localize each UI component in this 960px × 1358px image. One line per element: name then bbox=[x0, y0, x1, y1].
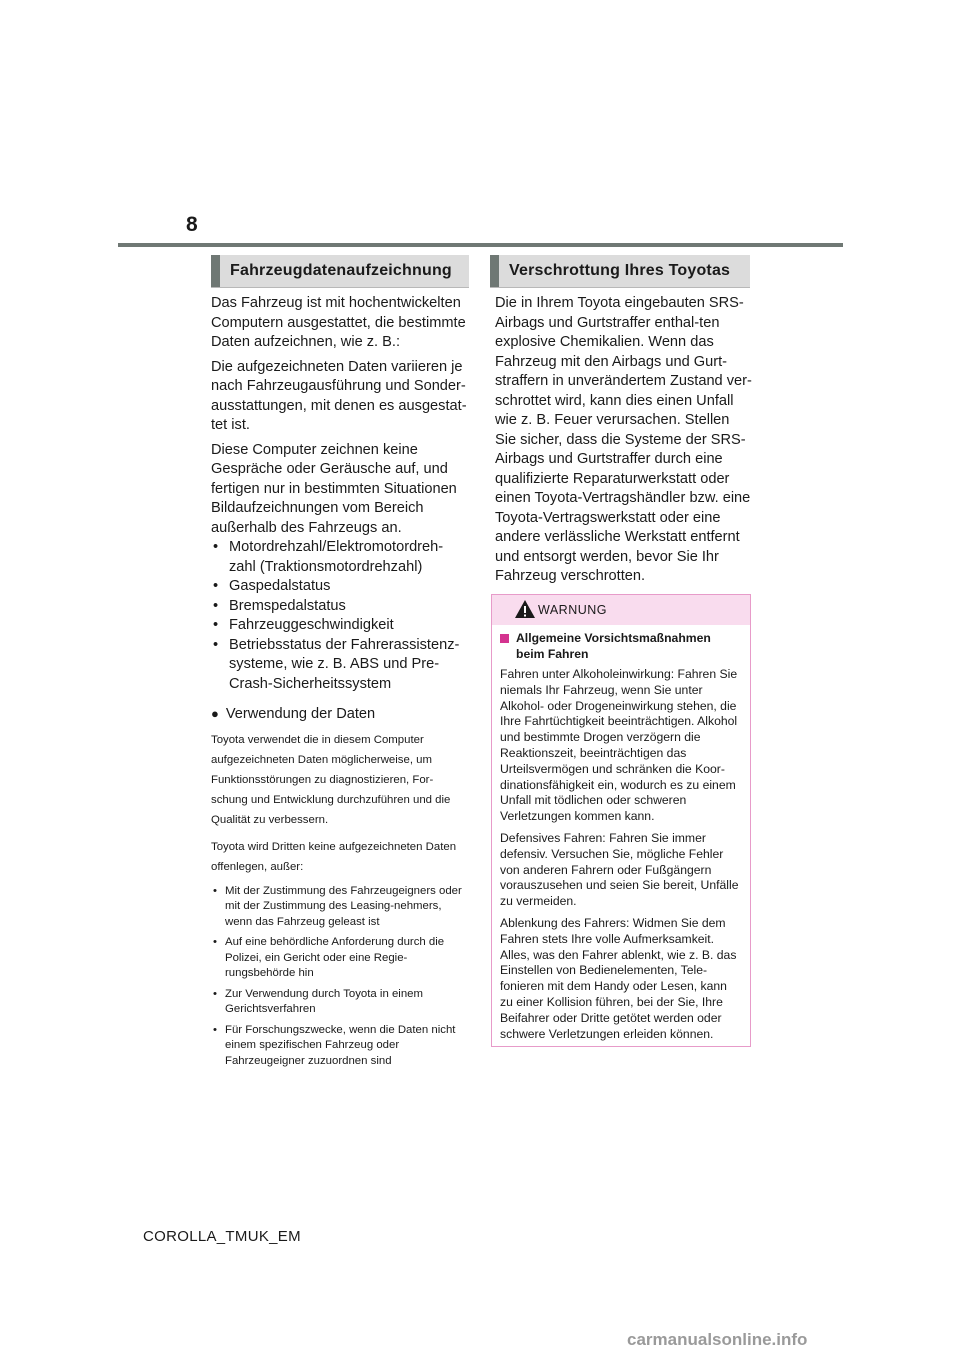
list-item: • Auf eine behördliche Anforderung durch die Polizei, ein Gericht oder eine Regie-rungsbehörde hin bbox=[213, 936, 445, 979]
warning-box bbox=[491, 594, 751, 1047]
warning-paragraph: Fahren unter Alkoholeinwirkung: Fahren Sie niemals Ihr Fahrzeug, wenn Sie unter Alkohol- oder Drogeneinwirkung stehen, die Ihre Fahrtüchtigkeit beeinträchtigen. Alkohol und bestimmte Drogen verzögern die Reaktionszeit, beeinträchtigen das Urteilsvermögen und schränken die Koor-dinationsfähigkeit ein, wodurch es zu einem Unfall mit tödlichen oder schweren Verletzungen kommen kann. bbox=[500, 667, 738, 824]
warning-title: Allgemeine Vorsichtsmaßnahmen beim Fahren bbox=[500, 631, 742, 662]
list-item: • Gaspedalstatus bbox=[213, 578, 331, 594]
paragraph: Das Fahrzeug ist mit hochentwickelten Computern ausgestattet, die bestimmte Daten aufzeichnen, wie z. B.: bbox=[211, 295, 466, 350]
list-item: • Bremspedalstatus bbox=[213, 597, 346, 614]
small-paragraph: Toyota wird Dritten keine aufgezeichneten Daten offenlegen, außer: bbox=[211, 840, 457, 873]
warning-body bbox=[492, 625, 750, 1042]
warning-paragraph: Ablenkung des Fahrers: Widmen Sie dem Fahren stets Ihre volle Aufmerksamkeit. Alles, was den Fahrer ablenkt, wie z. B. das Einstellen von Bedienelementen, Tele-fonieren mit dem Handy oder Lesen, kann zu einer Kollision führen, bei der Sie, Ihre Beifahrer oder Dritte getötet werden oder schwere Verletzungen erleiden können. bbox=[500, 915, 737, 1041]
recorded-data-list bbox=[211, 538, 469, 694]
section-underline-left bbox=[211, 287, 469, 288]
right-column bbox=[495, 294, 753, 592]
warning-header bbox=[492, 595, 750, 625]
disclosure-exceptions-list bbox=[211, 884, 469, 1070]
list-item: • Mit der Zustimmung des Fahrzeugeigners oder mit der Zustimmung des Leasing-nehmers, wenn das Fahrzeug geleast ist bbox=[213, 884, 462, 928]
section-heading-data-recording: Fahrzeugdatenaufzeichnung bbox=[211, 255, 469, 287]
page-number: 8 bbox=[186, 213, 198, 236]
list-item: • Zur Verwendung durch Toyota in einem Gerichtsverfahren bbox=[213, 987, 423, 1015]
watermark: carmanualsonline.info bbox=[627, 1330, 808, 1349]
list-item: • Fahrzeuggeschwindigkeit bbox=[213, 617, 394, 633]
header-rule bbox=[118, 243, 843, 247]
section-heading-scrapping: Verschrottung Ihres Toyotas bbox=[490, 255, 750, 287]
warning-paragraph: Defensives Fahren: Fahren Sie immer defensiv. Versuchen Sie, mögliche Fehler von anderen Fahrern oder Fußgängern vorauszusehen und seien Sie bereit, Unfälle zu vermeiden. bbox=[500, 830, 739, 909]
list-item: • Für Forschungszwecke, wenn die Daten nicht einem spezifischen Fahrzeug oder Fahrzeugeigner zuzuordnen sind bbox=[213, 1023, 456, 1067]
square-bullet-icon bbox=[500, 634, 509, 643]
paragraph: Die aufgezeichneten Daten variieren je nach Fahrzeugausführung und Sonder-ausstattungen, mit denen es ausgestat-tet ist. bbox=[211, 358, 467, 433]
small-paragraph: Toyota verwendet die in diesem Computer aufgezeichneten Daten möglicherweise, um Funktionsstörungen zu diagnostizieren, For-schung und Entwicklung durchzuführen und die Qualität zu verbessern. bbox=[211, 733, 451, 826]
paragraph: Diese Computer zeichnen keine Gespräche oder Geräusche auf, und fertigen nur in bestimmten Situationen Bildaufzeichnungen vom Bereich außerhalb des Fahrzeugs an. bbox=[211, 441, 457, 536]
document-code: COROLLA_TMUK_EM bbox=[143, 1228, 301, 1245]
list-item: • Betriebsstatus der Fahrerassistenz-systeme, wie z. B. ABS und Pre-Crash-Sicherheitssystem bbox=[213, 636, 460, 692]
section-underline-right bbox=[490, 287, 750, 288]
subheading-data-usage: ● Verwendung der Daten bbox=[211, 706, 376, 722]
bullet-disc-icon: ● bbox=[211, 706, 219, 721]
left-column bbox=[211, 294, 469, 1074]
warning-triangle-icon bbox=[514, 599, 536, 630]
list-item: • Motordrehzahl/Elektromotordreh-zahl (Traktionsmotordrehzahl) bbox=[213, 539, 444, 575]
paragraph: Die in Ihrem Toyota eingebauten SRS-Airbags und Gurtstraffer enthal-ten explosive Chemikalien. Wenn das Fahrzeug mit den Airbags und Gurt-straffern in unverändertem Zustand ver-schrottet wird, kann dies einen Unfall wie z. B. Feuer verursachen. Stellen Sie sicher, dass die Systeme der SRS-Airbags und Gurtstraffer durch eine qualifizierte Reparaturwerkstatt oder einen Toyota-Vertragshändler bzw. eine Toyota-Vertragswerkstatt oder eine andere verlässliche Werkstatt entfernt und entsorgt werden, bevor Sie Ihr Fahrzeug verschrotten. bbox=[495, 295, 752, 584]
warning-label: WARNUNG bbox=[538, 603, 608, 617]
